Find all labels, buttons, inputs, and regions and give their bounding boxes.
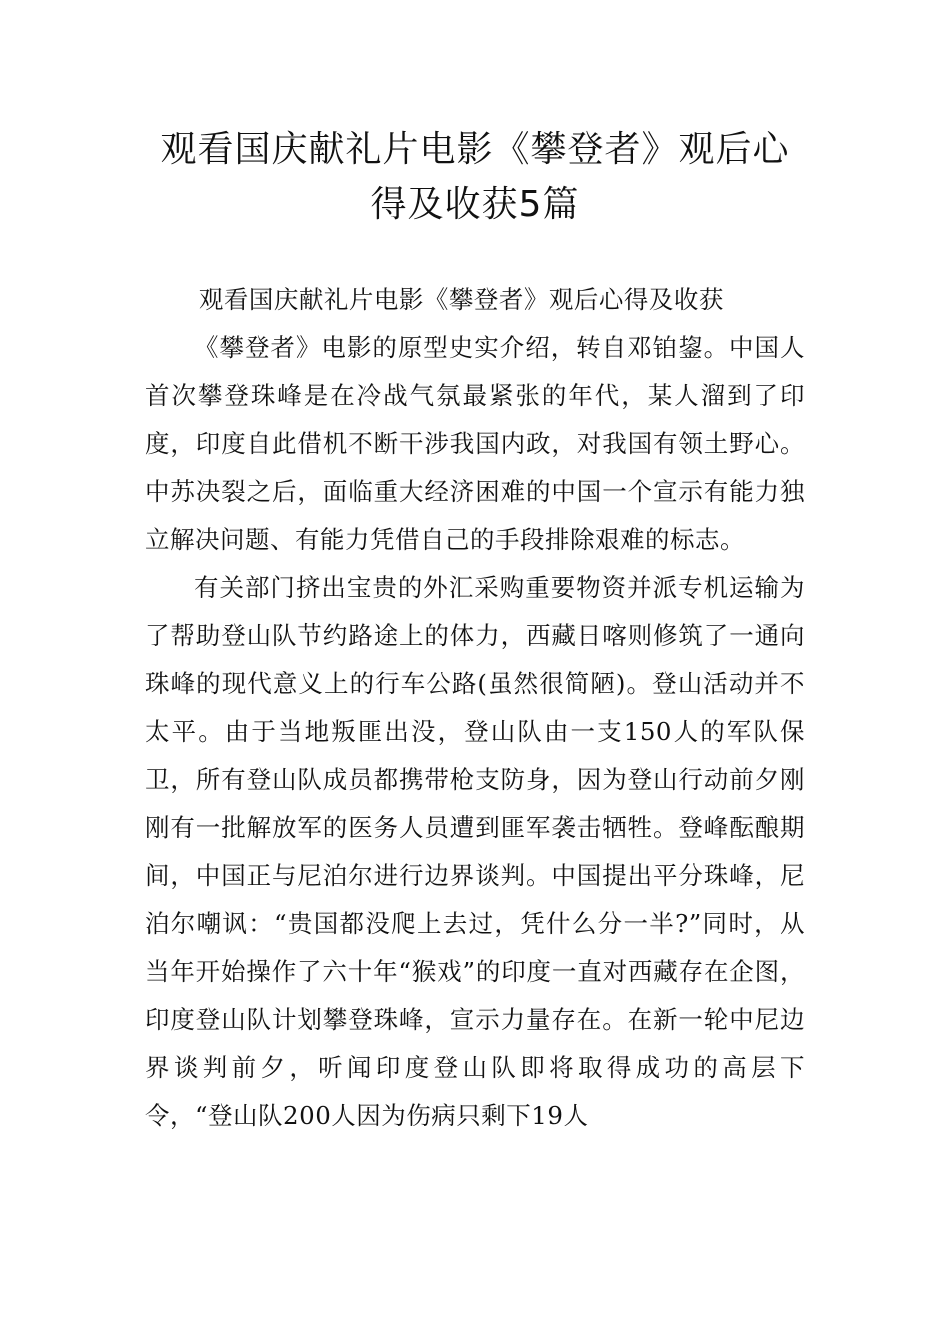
paragraph-2: 有关部门挤出宝贵的外汇采购重要物资并派专机运输为了帮助登山队节约路途上的体力，西藏日喀则修筑了一通向珠峰的现代意义上的行车公路(虽然很简陋)。登山活动并不太平。由于当地叛匪出没，登山队由一支150人的军队保卫，所有登山队成员都携带枪支防身，因为登山行动前夕刚刚有一批解放军的医务人员遭到匪军袭击牺牲。登峰酝酿期间，中国正与尼泊尔进行边界谈判。中国提出平分珠峰，尼泊尔嘲讽：“贵国都没爬上去过，凭什么分一半?”同时，从当年开始操作了六十年“猴戏”的印度一直对西藏存在企图，印度登山队计划攀登珠峰，宣示力量存在。在新一轮中尼边界谈判前夕，听闻印度登山队即将取得成功的高层下令，“登山队200人因为伤病只剩下19人 <box>145 573 805 1130</box>
title-line-2: 得及收获5篇 <box>370 184 580 225</box>
paragraph-1: 《攀登者》电影的原型史实介绍，转自邓铂鋆。中国人首次攀登珠峰是在冷战气氛最紧张的年代，某人溜到了印度，印度自此借机不断干涉我国内政，对我国有领土野心。中苏决裂之后，面临重大经济困难的中国一个宣示有能力独立解决问题、有能力凭借自己的手段排除艰难的标志。 <box>145 333 805 554</box>
title-line-1: 观看国庆献礼片电影《攀登者》观后心 <box>160 129 790 170</box>
document-body <box>145 276 805 1140</box>
document-title <box>120 122 830 232</box>
document-subtitle: 观看国庆献礼片电影《攀登者》观后心得及收获 <box>198 285 724 314</box>
